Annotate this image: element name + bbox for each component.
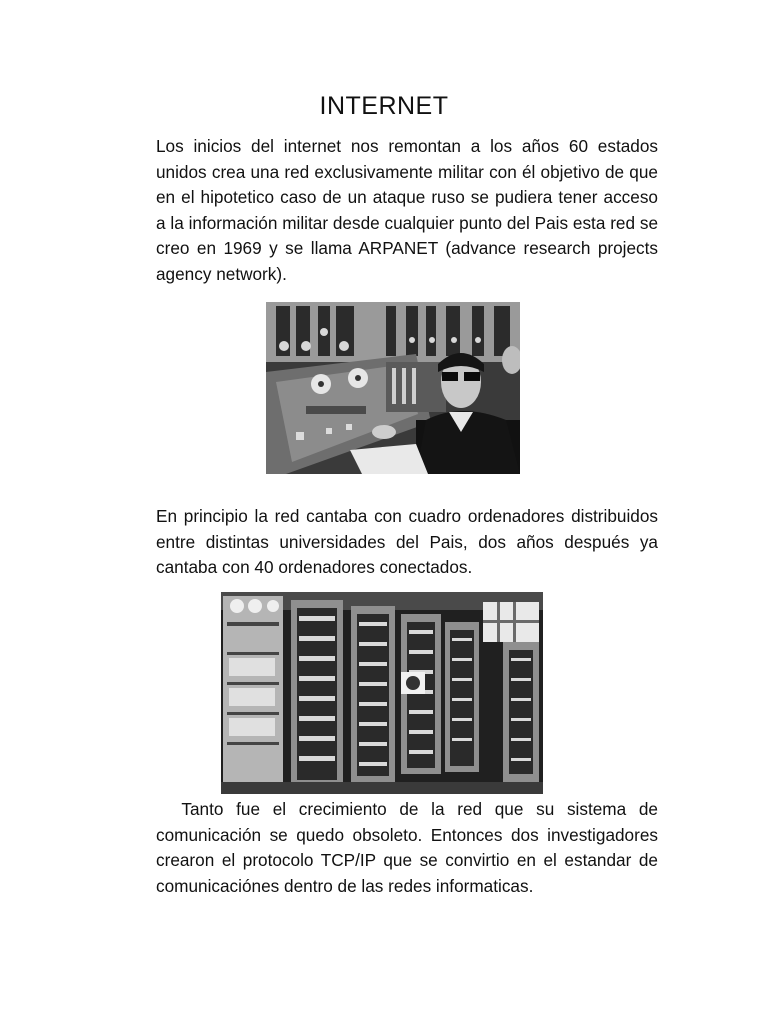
photo-man-at-computer-console — [266, 302, 520, 474]
photo-computer-room-racks — [221, 592, 543, 794]
page-title: INTERNET — [319, 92, 449, 120]
paragraph-network-growth: En principio la red cantaba con cuadro ordenadores distribuidos entre distintas universidades del Pais, dos años después ya cantaba con 40 ordenadores conectados. — [156, 506, 658, 578]
paragraph-tcp-ip: Tanto fue el crecimiento de la red que su sistema de comunicación se quedo obsoleto. Entonces dos investigadores crearon el protocolo TCP/IP que se convirtio en el estandar de comunicaciónes dentro de las redes informaticas. — [156, 799, 663, 896]
paragraph-intro: Los inicios del internet nos remontan a los años 60 estados unidos crea una red exclusivamente militar con él objetivo de que en el hipotetico caso de un ataque ruso se pudiera tener acceso a la información militar desde cualquier punto del Pais esta red se creo en 1969 y se llama ARPANET (advance research projects agency network). — [156, 136, 658, 284]
